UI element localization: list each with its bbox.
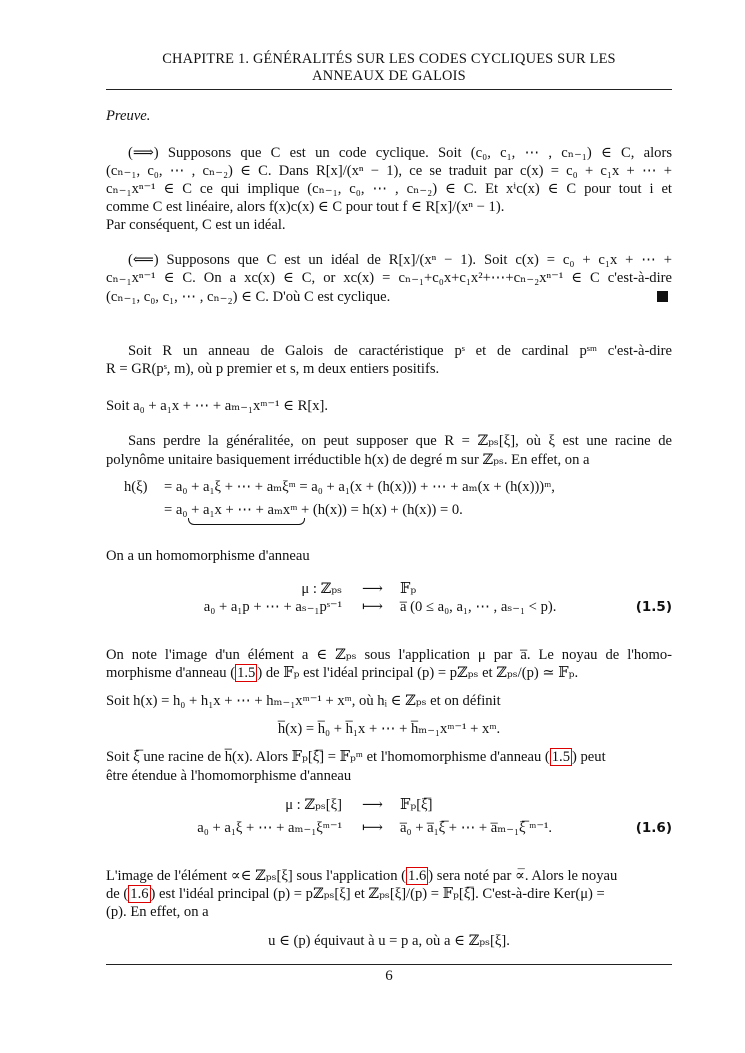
map-image: a̅₀ + a̅₁ξ̅ + ⋯ + a̅ₘ₋₁ξ̅ ᵐ⁻¹. xyxy=(400,820,553,836)
text: ) est l'idéal principal (p) = pℤₚₛ[ξ] et ℤₚₛ[ξ]/(p) = 𝔽ₚ[ξ̅]. C'est-à-dire Ker(μ) = xyxy=(150,886,605,902)
text: L'image de l'élément ∝∈ ℤₚₛ[ξ] sous l'application ( xyxy=(106,868,407,884)
map-codomain: 𝔽ₚ[ξ̅] xyxy=(400,797,433,813)
text: morphisme d'anneau ( xyxy=(106,665,236,681)
map-arrow: ⟶ xyxy=(362,797,383,813)
map-arrow: ⟼ xyxy=(362,820,383,836)
paragraph-line xyxy=(106,867,672,885)
display-equation: h̅(x) = h̅₀ + h̅₁x + ⋯ + h̅ₘ₋₁xᵐ⁻¹ + xᵐ. xyxy=(277,721,501,737)
running-header-line2: ANNEAUX DE GALOIS xyxy=(312,68,466,84)
paragraph-line: On note l'image d'un élément a ∈ ℤₚₛ sous l'application μ par a̅. Le noyau de l'homo- xyxy=(106,647,672,663)
paragraph-line: Soit a₀ + a₁x + ⋯ + aₘ₋₁xᵐ⁻¹ ∈ R[x]. xyxy=(106,398,328,414)
display-equation: u ∈ (p) équivaut à u = p a, où a ∈ ℤₚₛ[ξ]. xyxy=(268,933,510,949)
paragraph-line: Sans perdre la généralitée, on peut supposer que R = ℤₚₛ[ξ], où ξ est une racine de xyxy=(128,433,672,449)
paragraph-line xyxy=(106,664,672,682)
paragraph-line xyxy=(106,885,672,903)
map-element: a₀ + a₁ξ + ⋯ + aₘ₋₁ξᵐ⁻¹ xyxy=(197,820,342,836)
proof-title: Preuve. xyxy=(106,108,151,124)
text: ) de 𝔽ₚ est l'idéal principal (p) = pℤₚₛ et ℤₚₛ/(p) ≃ 𝔽ₚ. xyxy=(257,665,579,681)
paragraph-line: être étendue à l'homomorphisme d'anneau xyxy=(106,768,352,784)
equation-lhs: h(ξ) xyxy=(124,479,148,495)
map-codomain: 𝔽ₚ xyxy=(400,581,417,597)
paragraph-line: Soit h(x) = h₀ + h₁x + ⋯ + hₘ₋₁xᵐ⁻¹ + xᵐ, où hᵢ ∈ ℤₚₛ et on définit xyxy=(106,693,501,709)
paragraph-line: R = GR(pˢ, m), où p premier et s, m deux entiers positifs. xyxy=(106,361,440,377)
proof-p2-line: cₙ₋₁xⁿ⁻¹ ∈ C. On a xc(x) ∈ C, or xc(x) = cₙ₋₁+c₀x+c₁x²+⋯+cₙ₋₂xⁿ⁻¹ ∈ C c'est-à-dire xyxy=(106,270,672,286)
equation-ref-link[interactable]: 1.5 xyxy=(551,749,570,765)
map-arrow: ⟶ xyxy=(362,581,383,597)
equals: = xyxy=(164,502,176,518)
footer-rule xyxy=(106,964,672,965)
equation-rest: + (h(x)) = h(x) + (h(x)) = 0. xyxy=(297,502,463,518)
proof-p1-line: Par conséquent, C est un idéal. xyxy=(106,217,286,233)
equation-ref-link[interactable]: 1.6 xyxy=(408,868,427,884)
paragraph-line: On a un homomorphisme d'anneau xyxy=(106,548,310,564)
proof-p1-line: cₙ₋₁xⁿ⁻¹ ∈ C ce qui implique (cₙ₋₁, c₀, ⋯ , cₙ₋₂) ∈ C. Et xⁱc(x) ∈ C pour tout i et xyxy=(106,181,672,197)
proof-p2-line: (⟸) Supposons que C est un idéal de R[x]/(xⁿ − 1). Soit c(x) = c₀ + c₁x + ⋯ + xyxy=(128,252,672,268)
equation-ref-link[interactable]: 1.6 xyxy=(130,886,149,902)
underbraced-term: a₀ + a₁x + ⋯ + aₘxᵐ xyxy=(175,502,298,518)
equation-ref-link[interactable]: 1.5 xyxy=(237,665,256,681)
paragraph-line: polynôme unitaire basiquement irréductible h(x) de degré m sur ℤₚₛ. En effet, on a xyxy=(106,452,590,468)
map-domain: μ : ℤₚₛ[ξ] xyxy=(285,797,342,813)
underbrace xyxy=(188,518,305,525)
running-header-line1: CHAPITRE 1. GÉNÉRALITÉS SUR LES CODES CYCLIQUES SUR LES xyxy=(162,51,616,67)
text: ) sera noté par ∝̅. Alors le noyau xyxy=(428,868,618,884)
text: ) peut xyxy=(572,749,606,765)
proof-p2-line: (cₙ₋₁, c₀, c₁, ⋯ , cₙ₋₂) ∈ C. D'où C est cyclique. xyxy=(106,289,391,305)
map-arrow: ⟼ xyxy=(362,599,383,615)
proof-p1-line: (cₙ₋₁, c₀, ⋯ , cₙ₋₂) ∈ C. Dans R[x]/(xⁿ − 1), ce se traduit par c(x) = c₀ + c₁x + ⋯ + xyxy=(106,163,672,179)
equation-number: (1.6) xyxy=(635,820,672,836)
equation-row2 xyxy=(164,501,463,519)
page-number: 6 xyxy=(385,968,393,984)
map-image: a̅ (0 ≤ a₀, a₁, ⋯ , aₛ₋₁ < p). xyxy=(400,599,557,615)
qed-square-icon xyxy=(657,291,668,302)
paragraph-line: Soit R un anneau de Galois de caractéristique pˢ et de cardinal pˢᵐ c'est-à-dire xyxy=(128,343,672,359)
map-domain: μ : ℤₚₛ xyxy=(301,581,342,597)
equation-number: (1.5) xyxy=(635,599,672,615)
proof-p1-line: comme C est linéaire, alors f(x)c(x) ∈ C pour tout f ∈ R[x]/(xⁿ − 1). xyxy=(106,199,505,215)
text: de ( xyxy=(106,886,129,902)
paragraph-line xyxy=(106,748,672,766)
equation-row1: = a₀ + a₁ξ + ⋯ + aₘξᵐ = a₀ + a₁(x + (h(x))) + ⋯ + aₘ(x + (h(x)))ᵐ, xyxy=(164,479,555,495)
text: Soit ξ̅ une racine de h̅(x). Alors 𝔽ₚ[ξ̅] = 𝔽ₚᵐ et l'homomorphisme d'anneau ( xyxy=(106,749,550,765)
proof-p1-line: (⟹) Supposons que C est un code cyclique. Soit (c₀, c₁, ⋯ , cₙ₋₁) ∈ C, alors xyxy=(128,145,672,161)
header-rule xyxy=(106,89,672,90)
map-element: a₀ + a₁p + ⋯ + aₛ₋₁pˢ⁻¹ xyxy=(203,599,342,615)
paragraph-line: (p). En effet, on a xyxy=(106,904,209,920)
